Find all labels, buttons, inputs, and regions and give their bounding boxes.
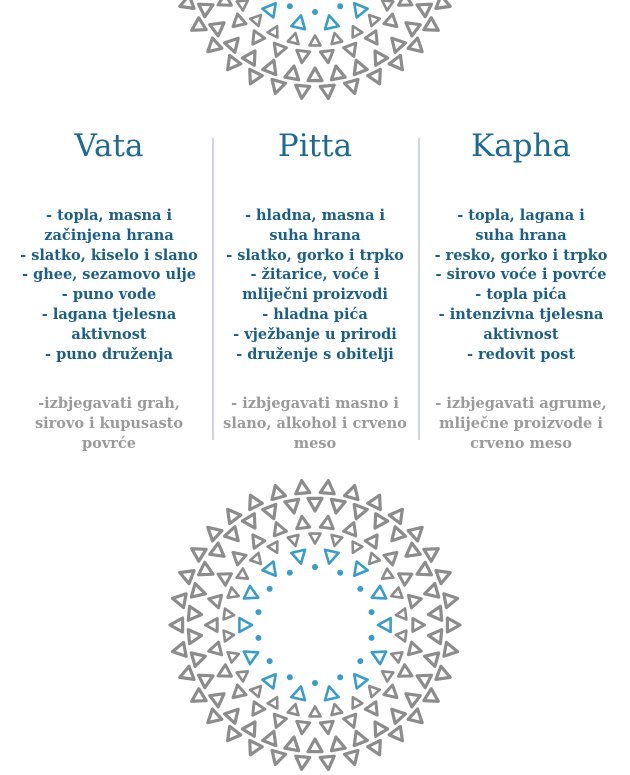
mandala-mark xyxy=(206,619,218,632)
mandala-mark xyxy=(255,635,261,641)
text-line: - lagana tjelesna xyxy=(41,305,177,323)
text-line: - ghee, sezamovo ulje xyxy=(22,266,196,284)
column-vata xyxy=(6,118,212,454)
mandala-mark xyxy=(345,484,362,500)
mandala-mark xyxy=(399,0,415,11)
mandala-mark xyxy=(357,658,363,664)
mandala-mark xyxy=(228,587,241,601)
mandala-mark xyxy=(228,649,241,663)
mandala-mark xyxy=(269,750,286,766)
mandala-mark xyxy=(287,674,293,680)
mandala-mark xyxy=(369,609,375,615)
mandala-mark xyxy=(291,685,307,700)
mandala-mark xyxy=(229,548,246,565)
mandala-mark xyxy=(365,11,380,26)
text-line: aktivnost xyxy=(71,325,147,343)
mandala-mark xyxy=(379,0,393,10)
mandala-mark xyxy=(379,569,393,584)
mandala-mark xyxy=(414,0,432,17)
mandala-mark xyxy=(262,562,281,581)
mandala-mark xyxy=(337,570,343,576)
mandala-mark xyxy=(177,566,194,584)
text-line: meso xyxy=(293,434,337,452)
mandala-mark xyxy=(267,658,273,664)
mandala-mark xyxy=(295,50,309,63)
mandala-mark xyxy=(288,703,301,715)
mandala-mark xyxy=(345,750,362,766)
text-line: - izbjegavati masno i xyxy=(231,395,399,413)
mandala-mark xyxy=(368,492,386,510)
mandala-mark xyxy=(263,729,281,746)
mandala-mark xyxy=(349,562,368,581)
mandala-mark xyxy=(312,680,318,686)
mandala-mark xyxy=(384,14,401,31)
mandala-mark xyxy=(399,665,415,682)
mandala-mark xyxy=(267,586,273,592)
dosha-title: Vata xyxy=(74,128,144,164)
text-line: - slatko, kiselo i slano xyxy=(20,246,198,264)
mandala-mark xyxy=(329,736,345,751)
mandala-mark xyxy=(312,564,318,570)
mandala-mark xyxy=(436,566,453,584)
mandala-mark xyxy=(177,666,194,684)
mandala-mark xyxy=(379,667,393,682)
mandala-mark xyxy=(295,85,310,99)
mandala-mark xyxy=(350,504,368,521)
mandala-mark xyxy=(210,543,228,562)
avoid-note xyxy=(418,394,624,453)
mandala-mark xyxy=(268,542,282,556)
mandala-mark xyxy=(348,24,362,38)
mandala-mark xyxy=(408,709,427,728)
mandala-mark xyxy=(387,34,406,53)
mandala-mark xyxy=(344,520,360,536)
text-line: mliječne proizvode i xyxy=(439,415,603,433)
mandala-mark xyxy=(225,34,244,53)
text-line: suha hrana xyxy=(475,226,567,244)
mandala-mark xyxy=(369,47,388,65)
mandala-mark xyxy=(428,606,442,621)
mandala-mark xyxy=(188,543,206,562)
mandala-mark xyxy=(329,499,345,514)
mandala-mark xyxy=(255,609,261,615)
mandala-mark xyxy=(291,14,307,29)
text-line: -izbjegavati grah, xyxy=(38,395,180,413)
mandala-mark xyxy=(395,609,406,621)
mandala-mark xyxy=(225,527,244,546)
mandala-mark xyxy=(237,569,251,584)
mandala-mark xyxy=(295,516,309,529)
mandala-mark xyxy=(349,670,368,689)
mandala-mark xyxy=(320,480,335,494)
dosha-columns xyxy=(0,118,630,454)
column-kapha xyxy=(418,118,624,454)
mandala-mark xyxy=(424,18,442,37)
mandala-mark xyxy=(287,3,293,9)
mandala-mark xyxy=(263,504,281,521)
mandala-mark xyxy=(188,606,202,621)
text-line: - topla, masna i xyxy=(46,207,172,224)
mandala-mark xyxy=(414,670,432,688)
mandala-mark xyxy=(402,543,420,562)
mandala-mark xyxy=(242,514,261,532)
mandala-mark xyxy=(269,484,286,500)
mandala-mark xyxy=(308,498,322,511)
mandala-mark xyxy=(242,718,261,736)
mandala-mark xyxy=(387,705,406,724)
mandala-mark xyxy=(244,492,262,510)
mandala-mark xyxy=(269,79,286,95)
mandala-mark xyxy=(199,0,217,17)
mandala-mark xyxy=(270,520,286,536)
mandala-mark xyxy=(188,18,206,37)
mandala-mark xyxy=(250,682,265,697)
mandala-mark xyxy=(191,649,207,666)
mandala-mark xyxy=(210,17,228,36)
mandala-mark xyxy=(444,591,459,607)
mandala-mark xyxy=(188,629,202,644)
mandala-mark xyxy=(368,69,386,87)
text-line: - redovit post xyxy=(466,345,576,363)
mandala-mark xyxy=(247,702,264,719)
mandala-mark xyxy=(389,587,402,601)
mandala-mark xyxy=(408,592,422,607)
mandala-mark xyxy=(365,531,382,548)
mandala-mark xyxy=(402,688,420,707)
mandala-mark xyxy=(285,65,301,80)
mandala-mark xyxy=(312,9,318,15)
mandala-mark xyxy=(387,527,406,546)
mandala-mark xyxy=(295,756,310,770)
mandala-mark xyxy=(308,739,322,752)
mandala-mark xyxy=(310,36,321,46)
mandala-mark xyxy=(320,85,335,99)
mandala-mark xyxy=(320,756,335,770)
text-line: - slatko, gorko i trpko xyxy=(226,246,404,264)
mandala-mark xyxy=(378,618,391,632)
text-line: - hladna pića xyxy=(262,305,368,323)
mandala-mark xyxy=(244,586,261,604)
mandala-mark xyxy=(322,14,338,29)
mandala-mark xyxy=(389,726,408,744)
mandala-mark xyxy=(344,43,360,59)
text-line: - topla, lagana i xyxy=(457,207,585,224)
avoid-note xyxy=(212,394,418,453)
mandala-mark xyxy=(369,635,375,641)
text-line: - hladna, masna i xyxy=(244,207,386,224)
mandala-ornament-top-icon xyxy=(165,0,465,104)
mandala-mark xyxy=(436,666,453,684)
mandala-mark xyxy=(237,667,251,682)
mandala-mark xyxy=(242,47,261,65)
recommendations-list xyxy=(6,206,212,364)
mandala-mark xyxy=(350,58,368,75)
mandala-mark xyxy=(244,646,261,664)
mandala-mark xyxy=(229,14,246,31)
mandala-mark xyxy=(288,535,301,547)
mandala-mark xyxy=(295,480,310,494)
mandala-mark xyxy=(399,568,415,585)
mandala-mark xyxy=(207,592,221,607)
mandala-mark xyxy=(344,714,360,730)
mandala-mark xyxy=(368,740,386,758)
mandala-mark xyxy=(199,670,217,688)
mandala-mark xyxy=(170,618,183,632)
column-pitta xyxy=(212,118,418,454)
text-line: slano, alkohol i crveno xyxy=(223,415,407,433)
mandala-mark xyxy=(270,714,286,730)
mandala-mark xyxy=(239,618,252,632)
mandala-mark xyxy=(244,740,262,758)
mandala-mark xyxy=(199,562,217,580)
mandala-mark xyxy=(395,629,406,641)
mandala-mark xyxy=(423,649,439,666)
mandala-mark xyxy=(270,43,286,59)
mandala-mark xyxy=(337,3,343,9)
mandala-mark xyxy=(369,718,388,736)
mandala-mark xyxy=(408,522,427,541)
mandala-mark xyxy=(222,55,241,73)
text-line: - puno druženja xyxy=(45,345,173,363)
mandala-mark xyxy=(423,584,439,601)
mandala-mark xyxy=(229,685,246,702)
mandala-mark xyxy=(191,584,207,601)
mandala-mark xyxy=(414,562,432,580)
mandala-mark xyxy=(268,24,282,38)
mandala-mark xyxy=(389,505,408,523)
mandala-mark xyxy=(310,707,321,717)
mandala-mark xyxy=(262,670,281,689)
mandala-mark xyxy=(365,702,382,719)
text-line: - druženje s obitelji xyxy=(236,345,394,363)
mandala-mark xyxy=(369,646,386,664)
mandala-mark xyxy=(408,38,427,57)
mandala-mark xyxy=(348,542,362,556)
mandala-svg xyxy=(165,475,465,775)
mandala-mark xyxy=(424,689,442,708)
mandala-mark xyxy=(408,642,422,657)
mandala-mark xyxy=(365,553,380,568)
mandala-mark xyxy=(329,535,342,547)
mandala-mark xyxy=(369,586,386,604)
mandala-mark xyxy=(428,629,442,644)
mandala-mark xyxy=(210,688,228,707)
mandala-mark xyxy=(215,568,231,585)
recommendations-list xyxy=(418,206,624,364)
text-line: - vježbanje u prirodi xyxy=(233,325,397,343)
mandala-mark xyxy=(369,514,388,532)
mandala-mark xyxy=(263,58,281,75)
mandala-mark xyxy=(350,729,368,746)
mandala-mark xyxy=(444,642,459,658)
mandala-mark xyxy=(349,0,368,17)
mandala-mark xyxy=(384,685,401,702)
mandala-mark xyxy=(365,682,380,697)
mandala-mark xyxy=(320,721,334,734)
mandala-mark xyxy=(237,0,251,10)
mandala-mark xyxy=(365,31,382,48)
mandala-mark xyxy=(329,65,345,80)
mandala-mark xyxy=(329,703,342,715)
mandala-mark xyxy=(322,685,338,700)
mandala-mark xyxy=(171,591,186,607)
mandala-mark xyxy=(320,516,334,529)
mandala-mark xyxy=(207,642,221,657)
mandala-mark xyxy=(171,642,186,658)
text-line: mliječni proizvodi xyxy=(242,286,388,304)
mandala-mark xyxy=(402,17,420,36)
mandala-svg xyxy=(165,0,465,104)
mandala-mark xyxy=(436,0,453,13)
text-line: - izbjegavati agrume, xyxy=(435,395,607,413)
mandala-mark xyxy=(203,522,222,541)
mandala-mark xyxy=(389,55,408,73)
text-line: - sirovo voće i povrće xyxy=(435,266,607,284)
mandala-mark xyxy=(188,689,206,708)
mandala-mark xyxy=(247,31,264,48)
text-line: povrće xyxy=(82,434,136,452)
mandala-mark xyxy=(288,32,301,44)
text-line: začinjena hrana xyxy=(44,226,174,244)
mandala-mark xyxy=(295,721,309,734)
mandala-ornament-bottom-icon xyxy=(165,475,465,775)
dosha-title: Pitta xyxy=(277,128,353,164)
mandala-mark xyxy=(285,499,301,514)
mandala-mark xyxy=(345,79,362,95)
text-line: - žitarice, voće i xyxy=(250,266,380,284)
mandala-mark xyxy=(337,674,343,680)
mandala-mark xyxy=(287,570,293,576)
mandala-mark xyxy=(329,32,342,44)
mandala-mark xyxy=(250,11,265,26)
avoid-note xyxy=(6,394,212,453)
mandala-mark xyxy=(322,550,338,565)
text-line: - intenzivna tjelesna xyxy=(438,305,604,323)
mandala-mark xyxy=(413,619,425,632)
mandala-mark xyxy=(244,69,262,87)
mandala-mark xyxy=(348,695,362,709)
mandala-mark xyxy=(357,586,363,592)
mandala-mark xyxy=(424,543,442,562)
mandala-mark xyxy=(203,709,222,728)
mandala-mark xyxy=(247,531,264,548)
text-line: crveno meso xyxy=(470,434,572,452)
mandala-mark xyxy=(308,68,322,81)
mandala-mark xyxy=(320,50,334,63)
mandala-mark xyxy=(222,726,241,744)
text-line: - resko, gorko i trpko xyxy=(434,246,608,264)
mandala-mark xyxy=(215,665,231,682)
mandala-mark xyxy=(224,629,235,641)
mandala-mark xyxy=(250,553,265,568)
mandala-mark xyxy=(262,0,281,17)
mandala-mark xyxy=(447,618,460,632)
mandala-mark xyxy=(224,609,235,621)
text-line: - topla pića xyxy=(475,286,567,304)
mandala-mark xyxy=(389,649,402,663)
mandala-mark xyxy=(310,534,321,544)
mandala-mark xyxy=(203,38,222,57)
mandala-mark xyxy=(222,505,241,523)
mandala-mark xyxy=(215,0,231,11)
mandala-mark xyxy=(177,0,194,13)
recommendations-list xyxy=(212,206,418,364)
text-line: - puno vode xyxy=(61,286,157,304)
text-line: aktivnost xyxy=(483,325,559,343)
mandala-mark xyxy=(291,550,307,565)
mandala-mark xyxy=(225,705,244,724)
text-line: suha hrana xyxy=(269,226,361,244)
mandala-mark xyxy=(268,695,282,709)
mandala-mark xyxy=(285,736,301,751)
text-line: sirovo i kupusasto xyxy=(34,415,184,433)
dosha-title: Kapha xyxy=(471,128,571,164)
mandala-mark xyxy=(384,548,401,565)
